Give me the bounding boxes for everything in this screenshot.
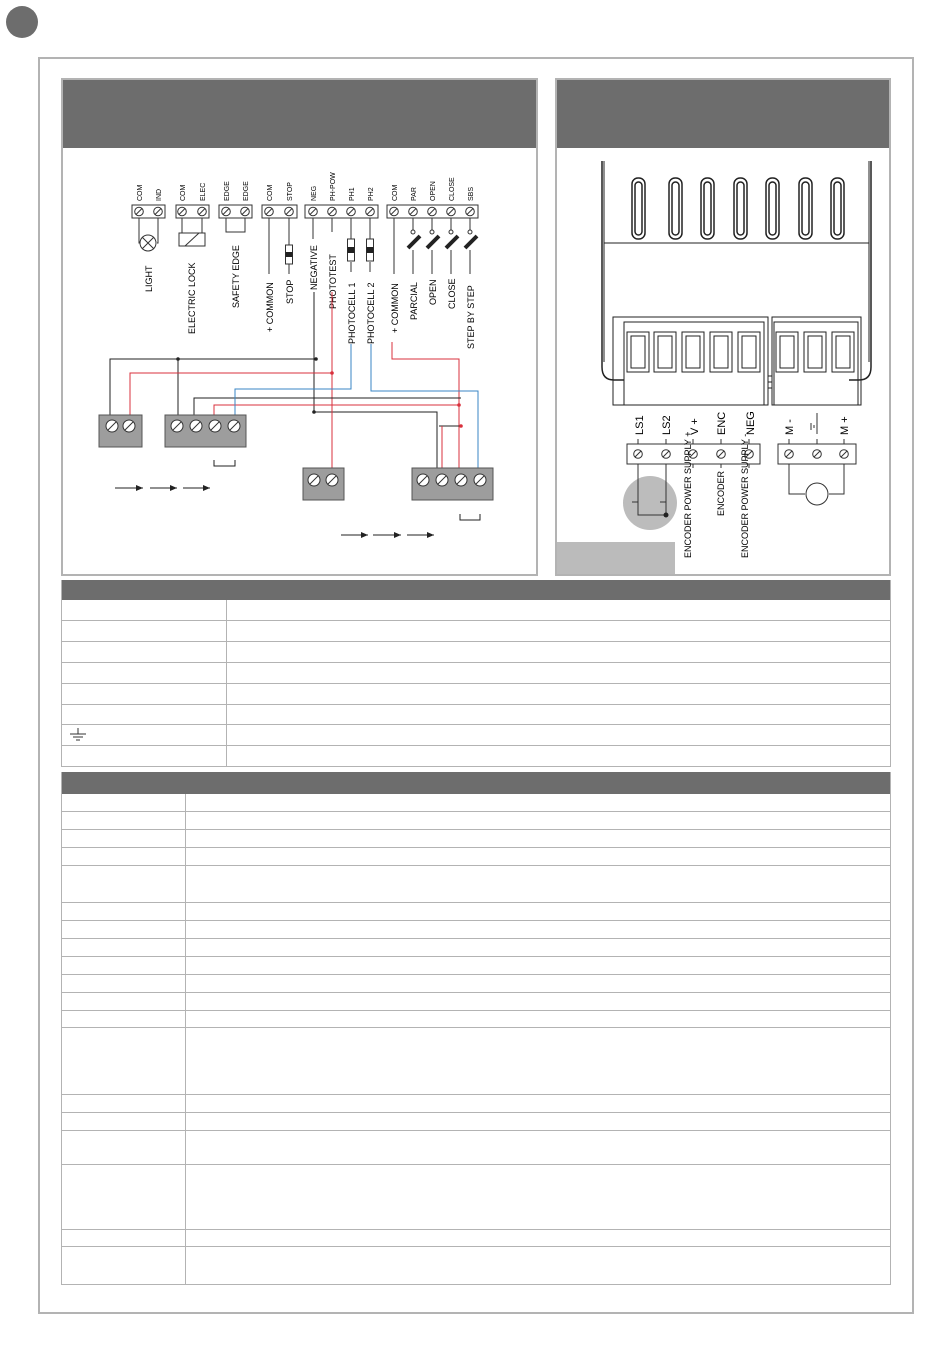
terminal-label: M -: [784, 419, 796, 435]
motor-icon: [806, 483, 828, 505]
panel-tab: [557, 542, 675, 574]
device-label: CLOSE: [447, 278, 457, 309]
terminal-label: NEG: [745, 411, 757, 435]
device-label: PARCIAL: [409, 282, 419, 320]
table-row: [62, 663, 890, 684]
terminal-label: COM: [137, 184, 144, 201]
pushbutton-icons: [408, 230, 477, 248]
accessories-wiring-panel: [61, 78, 538, 576]
board-connector-panel: [555, 78, 891, 576]
device-label: ELECTRIC LOCK: [187, 262, 197, 334]
device-label: SAFETY EDGE: [231, 245, 241, 308]
device-label: OPEN: [428, 279, 438, 305]
device-label: + COMMON: [390, 283, 400, 333]
table-row: [62, 600, 890, 621]
table-row: [62, 993, 890, 1011]
device-label: LIGHT: [144, 265, 154, 292]
table-row: [62, 848, 890, 866]
device-label: PHOTOCELL 1: [347, 282, 357, 344]
terminal-label: PH2: [368, 187, 375, 201]
table-row: [62, 684, 890, 705]
device-label: NEGATIVE: [309, 245, 319, 290]
table-row: [62, 921, 890, 939]
device-label: PHOTOCELL 2: [366, 282, 376, 344]
table-row: [62, 1011, 890, 1028]
page-marker: [6, 6, 38, 38]
encoder-connector: [613, 317, 768, 405]
panel-header: [63, 80, 536, 148]
table-row: [62, 621, 890, 642]
terminal-label: M +: [839, 416, 851, 435]
device-label: + COMMON: [265, 282, 275, 332]
table-row: [62, 1131, 890, 1165]
terminal-table-1: [61, 580, 891, 767]
table-row: [62, 830, 890, 848]
terminal-label: COM: [392, 184, 399, 201]
table-row: [62, 1113, 890, 1131]
device-label: PHOTOTEST: [328, 254, 338, 309]
table-row: [62, 903, 890, 921]
table-row: [62, 725, 890, 746]
table-row: [62, 1230, 890, 1247]
device-label: STEP BY STEP: [466, 285, 476, 349]
arrow-icons: [115, 488, 434, 535]
terminal-label: PAR: [411, 187, 418, 201]
terminal-label: COM: [267, 184, 274, 201]
terminal-label: COM: [180, 184, 187, 201]
terminal-label: ENC: [716, 411, 728, 435]
terminal-label: EDGE: [224, 181, 231, 201]
table-row: [62, 939, 890, 957]
terminal-label: PH-POW: [330, 172, 337, 201]
terminal-label: V +: [689, 418, 701, 435]
table-row: [62, 794, 890, 812]
terminal-description: ENCODER POWER SUPPLY +: [683, 431, 693, 558]
terminal-label: OPEN: [430, 181, 437, 201]
terminal-block: [303, 468, 344, 500]
board-connector-diagram: [557, 148, 889, 576]
terminal-description: ENCODER: [716, 470, 726, 516]
ground-icon: [68, 727, 88, 743]
terminal-description: ENCODER POWER SUPPLY -: [740, 433, 750, 558]
ground-symbol-icon: [811, 413, 817, 434]
table-row: [62, 1247, 890, 1285]
device-label: STOP: [285, 279, 295, 304]
panel-header: [557, 80, 889, 148]
terminal-label: STOP: [287, 182, 294, 201]
accessories-wiring-diagram: [63, 148, 536, 576]
encoder-sensor-icon: [623, 476, 677, 530]
table-row: [62, 642, 890, 663]
terminal-label: LS1: [634, 415, 646, 435]
terminal-table-2: [61, 772, 891, 1285]
motor-connector: [772, 317, 861, 405]
terminal-block: [412, 468, 493, 500]
terminal-label: SBS: [468, 186, 475, 201]
table-row: [62, 957, 890, 975]
terminal-label: NEG: [311, 185, 318, 201]
table-row: [62, 705, 890, 725]
table-row: [62, 1165, 890, 1230]
table-header: [62, 772, 890, 794]
terminal-label: ELEC: [200, 182, 207, 201]
terminal-block: [165, 415, 246, 447]
table-row: [62, 1028, 890, 1095]
terminal-label: LS2: [661, 415, 673, 435]
table-row: [62, 866, 890, 903]
terminal-label: CLOSE: [449, 177, 456, 201]
table-row: [62, 1095, 890, 1113]
table-row: [62, 746, 890, 767]
table-row: [62, 975, 890, 993]
terminal-label: EDGE: [243, 181, 250, 201]
terminal-label: IND: [156, 188, 163, 201]
terminal-block: [99, 415, 142, 447]
vent-slots: [632, 178, 844, 239]
table-row: [62, 812, 890, 830]
table-header: [62, 580, 890, 600]
terminal-label: PH1: [349, 187, 356, 201]
